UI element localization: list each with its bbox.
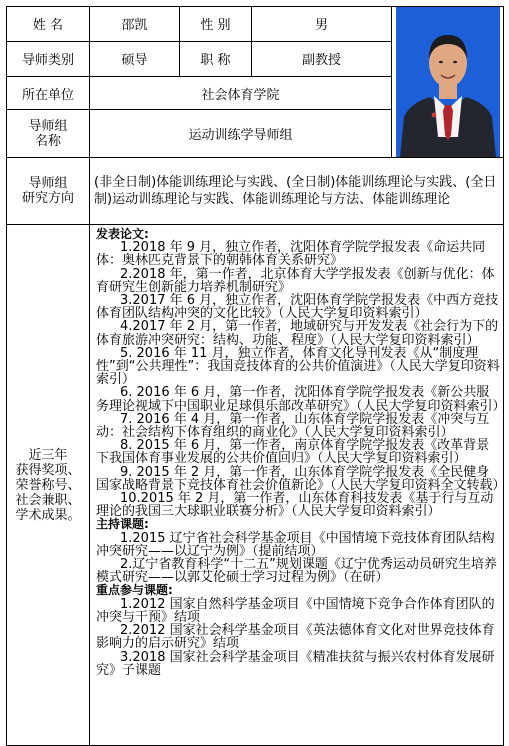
key-project-item: 1.2012 国家自然科学基金项目《中国情境下竞争合作体育团队的冲突与干预》结项 (96, 596, 495, 625)
papers-heading: 发表论文: (96, 227, 149, 241)
name-value: 邵凯 (90, 7, 180, 42)
paper-item: 6. 2016 年 6 月，第一作者，沈阳体育学院学报发表《新公共服务理论视域下中国职业足球俱乐部改革研究》（人民大学复印资料索引） (96, 385, 506, 414)
gender-value: 男 (252, 7, 392, 42)
direction-value: (非全日制)体能训练理论与实践、(全日制)体能训练理论与实践、(全日制)运动训练理论与实践、体能训练理论与方法、体能训练理论 (90, 158, 504, 225)
group-label (7, 110, 90, 158)
direction-label-line2: 研究方向 (21, 191, 74, 206)
project-item: 1.2015 辽宁省社会科学基金项目《中国情境下竞技体育团队结构冲突研究——以辽宁为例》（提前结项） (96, 530, 495, 559)
achievements-label (7, 225, 90, 746)
direction-label-line1: 导师组 (28, 176, 68, 191)
paper-item: 2.2018 年，第一作者，北京体育大学学报发表《创新与优化：体育研究生创新能力培养机制研究》 (96, 266, 495, 295)
achievements-label-line: 获得奖项、 (15, 462, 81, 478)
photo-right-eye (453, 61, 457, 63)
key-projects-heading: 重点参与课题: (96, 583, 173, 598)
paper-item: 4.2017 年 2 月，第一作者，地域研究与开发发表《社会行为下的体育旅游冲突研究：结构、功能、程度》（人民大学复印资料索引） (96, 319, 499, 348)
title-label: 职 称 (180, 41, 252, 76)
paper-item: 8. 2015 年 6 月，第一作者，南京体育学院学报发表《改革背景下我国体育事业发展的公共价值回归》（人民大学复印资料索引） (96, 438, 490, 467)
paper-item: 7. 2016 年 4 月，第一作者，山东体育学院学报发表《冲突与互动：社会结构下体育组织的商业化》（人民大学复印资料索引） (96, 411, 490, 441)
key-project-item: 2.2012 国家社会科学基金项目《英法德体育文化对世界竞技体育影响力的启示研究》结项 (96, 623, 495, 652)
paper-item: 10.2015 年 2 月，第一作者，山东体育科技发表《基于行与互动理论的我国三大球职业联赛分析》（人民大学复印资料索引） (96, 491, 494, 520)
achievements-label-line: 社会兼职、 (15, 492, 81, 508)
advisor-type-value: 硕导 (90, 41, 180, 76)
photo-left-eye (439, 61, 443, 63)
gender-label: 性 别 (180, 7, 252, 42)
paper-item: 1.2018 年 9 月，独立作者，沈阳体育学院学报发表《命运共同体：奥林匹克背景下的朝韩体育关系研究》 (96, 240, 486, 269)
group-label-line2: 名称 (34, 133, 61, 149)
key-project-item: 3.2018 国家社会科学基金项目《精准扶贫与振兴农村体育发展研究》子课题 (96, 649, 495, 678)
paper-item: 3.2017 年 6 月，独立作者，沈阳体育学院学报发表《中西方竞技体育团队结构冲突的文化比较》（人民大学复印资料索引） (96, 293, 499, 322)
unit-value: 社会体育学院 (90, 76, 392, 110)
direction-label (7, 158, 90, 225)
paper-item: 9. 2015 年 2 月，第一作者，山东体育学院学报发表《全民健身国家战略背景下竞技体育社会价值新论》（人民大学复印资料全文转载） (96, 464, 506, 493)
advisor-type-label: 导师类别 (7, 41, 90, 76)
advisor-photo (396, 7, 500, 157)
name-label: 姓 名 (7, 7, 90, 42)
achievements-label-line: 荣誉称号、 (15, 477, 81, 493)
profile-table (6, 6, 504, 746)
title-value: 副教授 (252, 41, 392, 76)
photo-cell (392, 7, 504, 158)
unit-label: 所在单位 (7, 76, 90, 110)
achievements-content (90, 225, 504, 746)
achievements-label-line: 学术成果。 (15, 507, 81, 523)
photo-badge (431, 113, 436, 118)
group-value: 运动训练学导师组 (90, 110, 392, 158)
achievements-label-line: 近三年 (28, 447, 68, 463)
group-label-line1: 导师组 (28, 118, 68, 134)
projects-heading: 主持课题: (96, 517, 149, 532)
project-item: 2.辽宁省教育科学“十二五”规划课题《辽宁优秀运动员研究生培养模式研究——以郭艾伦硕士学习过程为例》（在研） (96, 557, 497, 586)
paper-item: 5. 2016 年 11 月，独立作者，体育文化导刊发表《从“制度理性”到“公共理性”：我国竞技体育的公共价值演进》（人民大学复印资料索引） (96, 345, 500, 388)
